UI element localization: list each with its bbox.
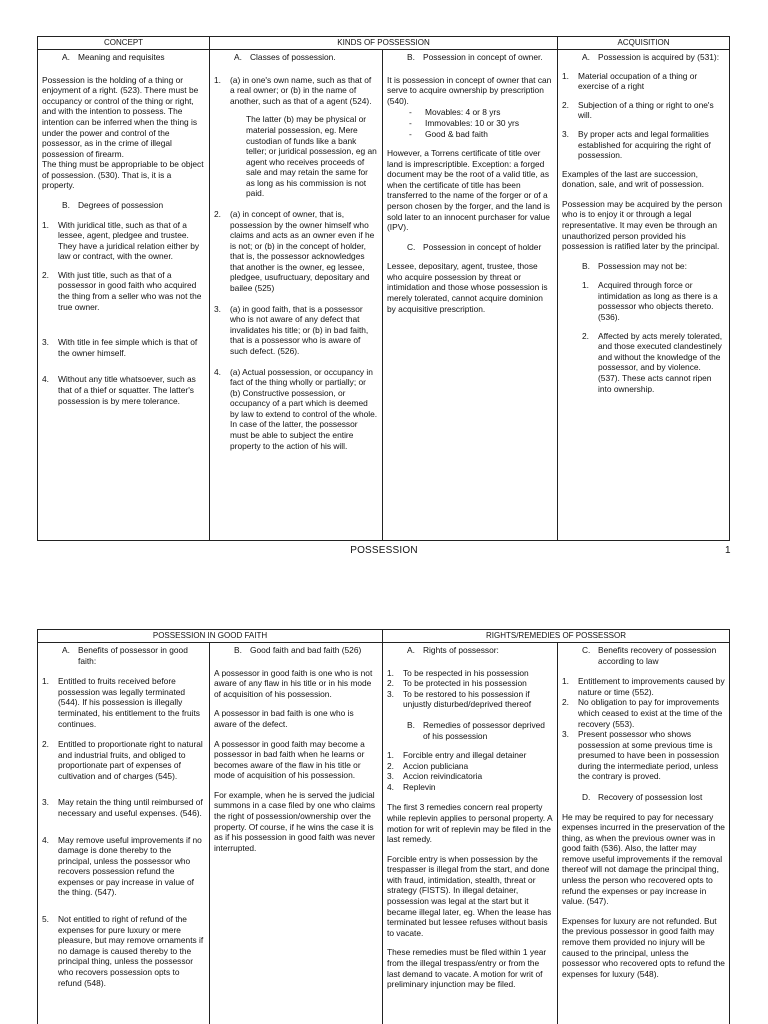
list-item: 2. Affected by acts merely tolerated, and those executed clandestinely and without the knowledge of the possessor, and by violence. (537). These acts cannot ripen into ownership. <box>582 330 723 394</box>
cell-rights-of-possessor <box>383 643 558 1024</box>
concept-paragraph: Possession is the holding of a thing or enjoyment of a right. (523). There must be occupancy or control of the thing or right, and with the intention to possess. The intention can be inferred when the thing is under the power and control of the possessor, as in the crime of illegal possession of firearm. <box>42 74 199 159</box>
cell-concept <box>38 50 210 541</box>
cell-concept-of-owner <box>383 50 558 541</box>
remedies-paragraph: The first 3 remedies concern real property while replevin applies to personal property. A motion for writ of replevin may be filed in the last remedy. <box>387 802 553 845</box>
concept-paragraph: The thing must be appropriable to be object of possession. (530). That is, it is a property. <box>42 159 204 191</box>
list-item: 3. By proper acts and legal formalities established for acquiring the right of possession. <box>562 128 711 161</box>
list-item: - Good & bad faith <box>409 128 488 139</box>
cell-benefits-good-faith <box>38 643 210 1024</box>
list-item: 5. Not entitled to right of refund of the expenses for pure luxury or mere pleasure, but may remove ornaments if no damage is caused thereby to the principal thing, unless the possessor who recovers possession opts to refund (548). <box>42 914 204 988</box>
page-footer-title: POSSESSION <box>350 545 418 556</box>
header-concept: CONCEPT <box>38 37 210 50</box>
recovery-paragraph: Expenses for luxury are not refunded. But the previous possessor in good faith may remove them provided no injury will be caused to the principal, unless the possessor who recovered opts to refund the expenses for luxury (548). <box>562 915 725 979</box>
section-classes-of-possession: A. Classes of possession. <box>234 52 336 63</box>
list-item: 2. (a) in concept of owner, that is, possession by the owner himself who claims and acts as an owner even if he is not; or (b) in the concept of holder, that is, the possessor acknowledges that another is the owner, eg lessee, pledgee, usufructuary, depositary and bailee (525) <box>214 209 375 294</box>
list-item: 1. Forcible entry and illegal detainer <box>387 750 527 761</box>
section-possession-acquired-by: A. Possession is acquired by (531): <box>582 52 720 63</box>
list-item: - Immovables: 10 or 30 yrs <box>409 117 520 128</box>
classes-list <box>214 75 378 452</box>
good-bad-paragraph: A possessor in bad faith is one who is aware of the defect. <box>214 708 354 729</box>
list-item: 1. To be respected in his possession <box>387 667 529 678</box>
possession-table-top <box>37 36 730 541</box>
list-item: 4. (a) Actual possession, or occupancy in fact of the thing wholly or partially; or (b) Constructive possession, or occupancy of a part which is deemed by law to extend to control of the whole. In case of the latter, the possessor must be able to subject the entire property to the action of his will. <box>214 366 378 451</box>
list-item: 2. Accion publiciana <box>387 760 469 771</box>
section-possession-may-not-be: B. Possession may not be: <box>582 260 687 271</box>
owner-paragraph: It is possession in concept of owner that can serve to acquire ownership by prescription (540). <box>387 74 552 106</box>
list-item: 3. Accion reivindicatoria <box>387 771 483 782</box>
owner-paragraph: However, a Torrens certificate of title over land is imprescriptible. Exception: a forged document may be the root of a valid title, as when the certificate of title has been transferred to the name of the forger or of a person chosen by the forger, and the land is sold later to an innocent purchaser for value (IPV). <box>387 148 550 233</box>
cell-good-faith-bad-faith <box>210 643 383 1024</box>
benefits-list <box>42 676 205 988</box>
section-remedies-of-possessor: B. Remedies of possessor deprived of his possession <box>407 719 545 741</box>
list-item: 4. Without any title whatsoever, such as that of a thief or squatter. The latter's possession is by mere tolerance. <box>42 374 196 406</box>
section-rights-of-possessor: A. Rights of possessor: <box>407 645 499 656</box>
list-item: 3. With title in fee simple which is that of the owner himself. <box>42 337 198 358</box>
section-possession-in-concept-of-holder: C. Possession in concept of holder <box>407 241 542 252</box>
good-bad-paragraph: For example, when he is served the judicial summons in a case filed by one who claims the right of possession/ownership over the property. Of course, if he wins the case it is as if his possession in good faith was never interrupted. <box>214 789 376 853</box>
possession-may-not-be-list <box>562 280 725 394</box>
list-item: 3. To be restored to his possession if unjustly disturbed/deprived thereof <box>387 688 532 710</box>
section-meaning-and-requisites: A. Meaning and requisites <box>62 52 165 63</box>
cell-classes-of-possession <box>210 50 383 541</box>
acquisition-paragraph: Examples of the last are succession, donation, sale, and writ of possession. <box>562 168 704 190</box>
section-possession-in-concept-of-owner: B. Possession in concept of owner. <box>407 52 543 63</box>
degrees-list <box>42 220 205 407</box>
list-item: 1. Entitled to fruits received before possession was legally terminated (544). If his possession is illegally terminated, his entitlement to the fruits continues. <box>42 676 200 729</box>
list-item: 2. With just title, such as that of a possessor in good faith who acquired the thing from a seller who was not the true owner. <box>42 269 202 312</box>
section-good-faith-and-bad-faith: B. Good faith and bad faith (526) <box>234 645 362 656</box>
remedies-paragraph: These remedies must be filed within 1 year from the illegal trespass/entry or from the last demand to vacate. A motion for writ of preliminary injunction may be filed. <box>387 947 547 990</box>
header-possession-in-good-faith: POSSESSION IN GOOD FAITH <box>38 630 383 643</box>
section-recovery-of-possession-lost: D. Recovery of possession lost <box>582 792 703 803</box>
list-item: 1. (a) in one's own name, such as that of a real owner; or (b) in the name of another, such as that of a agent (524). The latter (b) may be physical or material possession, eg. Mere custodian of funds like a bank teller; or juridical possession, eg an agent who receives proceeds of sale and may retain the same for as long as his commission is not paid. <box>214 74 377 199</box>
list-item: 1. With juridical title, such as that of a lessee, agent, pledgee and trustee. They have a juridical relation either by law or contract, with the owner. <box>42 219 200 262</box>
header-rights-remedies: RIGHTS/REMEDIES OF POSSESSOR <box>383 630 730 643</box>
list-item: 2. To be protected in his possession <box>387 678 527 689</box>
header-acquisition: ACQUISITION <box>558 37 730 50</box>
list-item: 2. Subjection of a thing or right to one's will. <box>562 99 714 121</box>
list-item: 3. (a) in good faith, that is a possessor who is not aware of any defect that invalidates his title; or (b) in bad faith, that is a possessor who is aware of such defect. (526). <box>214 303 369 356</box>
cell-acquisition <box>558 50 730 541</box>
list-item: 1. Entitlement to improvements caused by nature or time (552). <box>562 676 725 697</box>
remedies-paragraph: Forcible entry is when possession by the trespasser is illegal from the start, and done with fraud, intimidation, stealth, threat or strategy (FISTS). In illegal detainer, possession was legal at the start but it became illegal later, eg. When the lease has terminated but lessee refuses without basis to vacate. <box>387 853 552 938</box>
list-item: 1. Acquired through force or intimidation as long as there is a possessor who objects thereto. (536). <box>582 280 718 323</box>
acquisition-list <box>562 71 725 161</box>
remedies-list <box>387 750 553 792</box>
section-benefits-recovery: C. Benefits recovery of possession according to law <box>582 645 717 666</box>
recovery-paragraph: He may be required to pay for necessary expenses incurred in the preservation of the thing, as when the previous owner was in good faith (536). Also, the latter may remove useful improvements if the removal thereof will not damage the principal thing, unless the person who recovered opts to refund the expenses or pay increase in value. (547). <box>562 811 725 907</box>
list-item: 2. Entitled to proportionate right to natural and industrial fruits, and obliged to proportionate part of expenses of cultivation and of charges (545). <box>42 739 203 781</box>
acquisition-paragraph: Possession may be acquired by the person who is to enjoy it or through a legal representative. It may even be through an unauthorized person provided his possession is ratified later by the principal. <box>562 198 723 252</box>
good-bad-paragraph: A possessor in good faith may become a possessor in bad faith when he learns or becomes aware of the flaw in his title or mode of acquisition of his possession. <box>214 738 365 781</box>
holder-paragraph: Lessee, depositary, agent, trustee, those who acquire possession by threat or intimidation and those whose possession is merely tolerated, cannot acquire dominion by acquisitive prescription. <box>387 261 548 314</box>
list-item: 3. Present possessor who shows possession at some previous time is presumed to have been in possession during the intermediate period, unless the contrary is proved. <box>562 729 720 782</box>
recovery-benefits-list <box>562 676 725 782</box>
list-item: 4. May remove useful improvements if no damage is done thereby to the principal, unless the possessor who recovers possession refund the expenses or pay increase in value of the thing. (547). <box>42 834 202 898</box>
header-kinds-of-possession: KINDS OF POSSESSION <box>210 37 558 50</box>
list-item: 3. May retain the thing until reimbursed of necessary and useful expenses. (546). <box>42 797 203 819</box>
list-item: 1. Material occupation of a thing or exercise of a right <box>562 70 698 92</box>
possession-table-bottom <box>37 629 730 1024</box>
list-item: 4. Replevin <box>387 781 436 792</box>
prescription-periods-list <box>387 107 553 139</box>
good-bad-paragraph: A possessor in good faith is one who is not aware of any flaw in his title or in his mode of acquisition of his possession. <box>214 667 373 699</box>
section-benefits-of-possessor: A. Benefits of possessor in good faith: <box>62 645 188 666</box>
page-number: 1 <box>725 545 731 556</box>
rights-list <box>387 668 553 710</box>
cell-recovery-of-possession <box>558 643 730 1024</box>
section-degrees-of-possession: B. Degrees of possession <box>62 200 164 211</box>
list-item: 2. No obligation to pay for improvements which ceased to exist at the time of the recovery (553). <box>562 697 723 729</box>
list-item: - Movables: 4 or 8 yrs <box>409 107 501 118</box>
